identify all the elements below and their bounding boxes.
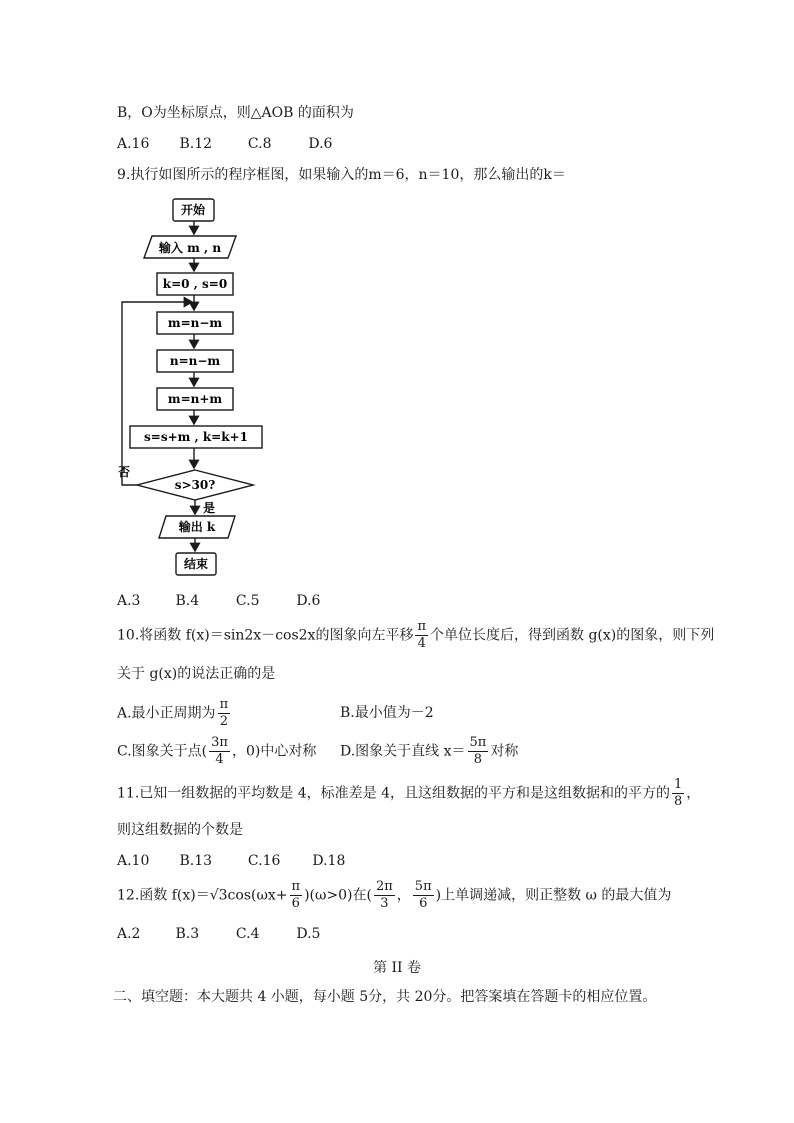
q11-line-2: 则这组数据的个数是 xyxy=(117,822,243,838)
q8-tail: B，O为坐标原点，则△AOB 的面积为 xyxy=(117,105,354,121)
fraction: $\frac{\pi}{2}$ xyxy=(219,697,229,729)
option-c: C.8 xyxy=(247,136,272,152)
flow-output: 输出 k xyxy=(178,520,216,534)
fraction: $\frac{1}{8}$ xyxy=(673,777,683,809)
flow-yes-label: 是 xyxy=(203,501,216,515)
option-b: B.4 xyxy=(175,593,200,609)
option-c: C.5 xyxy=(235,593,260,609)
option-d: D.6 xyxy=(296,593,321,609)
option-b: B.12 xyxy=(179,136,213,152)
flow-step-1: m=n−m xyxy=(167,316,223,330)
option-b: B.13 xyxy=(179,853,213,869)
part-2-heading: 二、填空题：本大题共 4 小题，每小题 5分，共 20分。把答案填在答题卡的相应位置。 xyxy=(113,989,657,1005)
q11-stem: 11.已知一组数据的平均数是 4，标准差是 4，且这组数据的平方和是这组数据和的平方的 $\frac{1}{8}$ ， xyxy=(117,777,701,809)
flow-init: k=0 , s=0 xyxy=(162,277,228,291)
fraction: $\frac{\pi}{6}$ xyxy=(291,879,301,911)
fraction: $\frac{5\pi}{6}$ xyxy=(414,879,432,911)
option-d: D.6 xyxy=(308,136,333,152)
flow-end: 结束 xyxy=(183,557,209,571)
q10-option-d: D.图象关于直线 x＝ $\frac{5\pi}{8}$ 对称 xyxy=(340,735,519,767)
q10-text-2: 个单位长度后，得到函数 g(x)的图象，则下列 xyxy=(430,627,715,644)
q10-option-b: B.最小值为－2 xyxy=(340,705,434,721)
sqrt-3: √3 xyxy=(209,887,228,904)
q9-options xyxy=(117,591,320,611)
fraction: $\frac{\pi}{4}$ xyxy=(417,619,427,651)
section-title: 第 II 卷 xyxy=(373,960,421,976)
q12-options xyxy=(117,924,320,944)
flow-start: 开始 xyxy=(180,203,206,217)
option-c: C.4 xyxy=(235,926,260,942)
flow-condition: s>30? xyxy=(174,478,216,492)
option-b: B.3 xyxy=(175,926,200,942)
flow-input: 输入 m , n xyxy=(158,241,222,255)
flow-step-2: n=n−m xyxy=(169,354,221,368)
option-d: D.5 xyxy=(296,926,321,942)
q8-options xyxy=(117,134,332,154)
flow-step-4: s=s+m , k=k+1 xyxy=(144,430,248,444)
flowchart xyxy=(110,192,270,582)
option-c: C.16 xyxy=(247,853,281,869)
fraction: $\frac{3\pi}{4}$ xyxy=(211,735,228,767)
q10-option-a: A.最小正周期为 $\frac{\pi}{2}$ xyxy=(117,697,229,729)
q10-text-1: 10.将函数 f(x)＝sin2x－cos2x的图象向左平移 xyxy=(117,627,414,644)
option-a: A.2 xyxy=(117,926,141,942)
fraction: $\frac{2\pi}{3}$ xyxy=(375,879,393,911)
option-a: A.10 xyxy=(117,853,150,869)
option-a: A.16 xyxy=(117,136,150,152)
option-d: D.18 xyxy=(312,853,346,869)
flow-no-label: 否 xyxy=(118,465,131,479)
flow-step-3: m=n+m xyxy=(167,392,223,406)
fraction: $\frac{5\pi}{8}$ xyxy=(469,735,487,767)
q10-option-c: C.图象关于点( $\frac{3\pi}{4}$ ，0)中心对称 xyxy=(117,735,317,767)
q12-stem: 12.函数 f(x)＝√3cos(ωx+ $\frac{\pi}{6}$ )(ω>0)在( $\frac{2\pi}{3}$ ， $\frac{5\pi}{6}$ )上单调递减，则正整数 ω 的最大值为 xyxy=(117,879,672,911)
q10-line-2: 关于 g(x)的说法正确的是 xyxy=(117,666,276,682)
q9-stem: 9.执行如图所示的程序框图，如果输入的m＝6，n＝10，那么输出的k＝ xyxy=(117,167,566,183)
option-a: A.3 xyxy=(117,593,141,609)
q10-stem xyxy=(117,619,714,652)
q11-options xyxy=(117,851,345,871)
